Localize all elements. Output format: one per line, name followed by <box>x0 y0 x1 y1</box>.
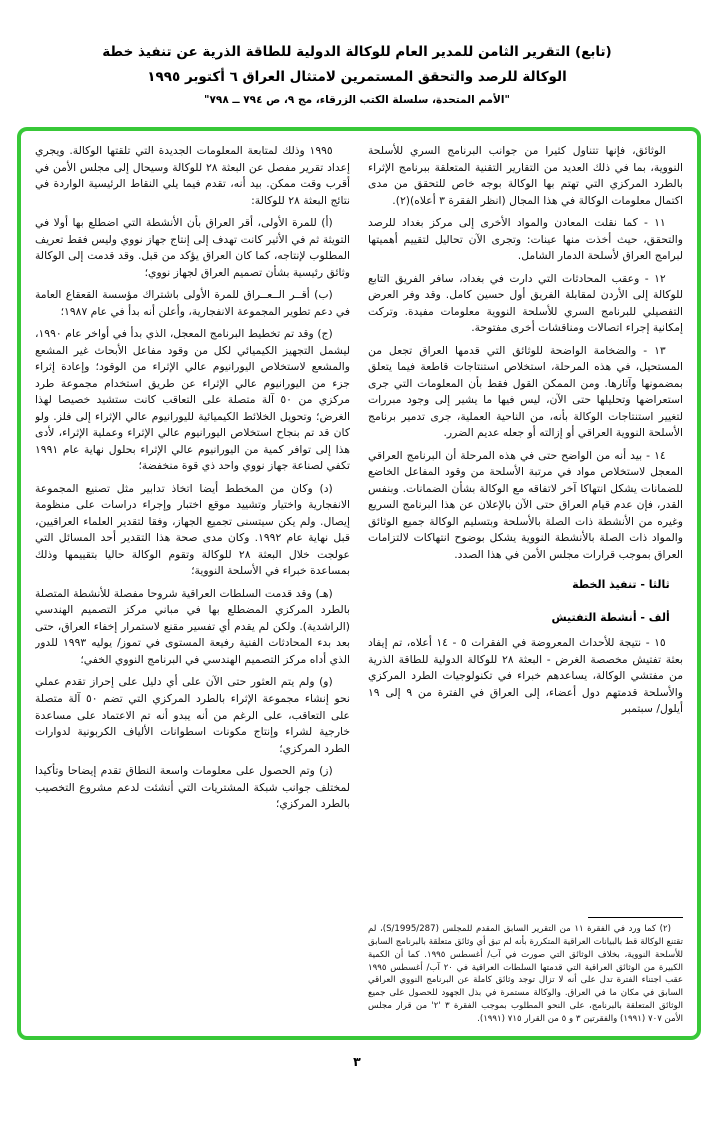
paragraph-14: ١٤ - بيد أنه من الواضح حتى في هذه المرحلة أن البرنامج العراقي المعجل لاستخلاص مواد في مرتبة الأسلحة من وقود المفاعل الخاضع للضمانات يشكل انتهاكا آخر لاتفاقه مع الوكالة بشأن الضمانات. وبنفس القدر، فإن عدم قيام العراق حتى الآن بالإعلان عن هذا البرنامج السريع وغيره من الأنشطة ذات الصلة بالأسلحة وبتسليم الوكالة جميع الوثائق والمواد ذات الصلة بالأنشطة النووية يشكل بوضوح انتهاكات لالتزامات العراق بموجب قرارات مجلس الأمن في هذا الصدد. <box>368 448 683 561</box>
section-heading-third: ثالثا - تنفيذ الخطة <box>572 578 670 592</box>
list-item-c: (ج) وقد تم تخطيط البرنامج المعجل، الذي بدأ في أواخر عام ١٩٩٠، ليشمل التجهيز الكيميائي لكل من وقود مفاعل الأبحاث غير المشعع والمشعع لاستخلاص اليورانيوم عالي الإثراء من الوقود؛ وإعادة إثراء جزء من اليورانيوم عالي الإثراء عن طريق استخدام مجموعة طرد مركزي من ٥٠ آلة متصلة على التعاقب كانت ستشيد خصيصا لهذا الغرض؛ وتحويل الخلائط الكيميائية لليورانيوم عالي الإثراء إلى فلز. ولو كان قد تم بنجاح استخلاص اليورانيوم عالي الإثراء وعملية الإثراء، لأدى هذا إلى توافر كمية من اليورانيوم عالي الإثراء بحلول نهاية عام ١٩٩١ تكفي لصناعة جهاز نووي واحد ذي قوة منخفضة؛ <box>35 327 350 473</box>
green-annotation-box <box>17 127 701 1040</box>
page-number: ٣ <box>353 1054 361 1069</box>
title-line-2: الوكالة للرصد والتحقق المستمرين لامتثال العراق ٦ أكتوبر ١٩٩٥ <box>147 68 567 85</box>
footnote-text: (٢) كما ورد في الفقرة ١١ من التقرير السابق المقدم للمجلس (S/1995/287)، لم تقتنع الوكالة قط بالبيانات العراقية المتكررة بأنه لم تبق أي وثائق متعلقة بالبرنامج السابق للأسلحة النووية، بخلاف الوثائق التي صورت في آب/ أغسطس ١٩٩٥. كما أن الكمية الكبيرة من الوثائق العراقية التي قدمتها السلطات العراقية في ٢٠ آب/ أغسطس ١٩٩٥ عقب اجتناء الفترة تدل على أنه لا تزال توجد وثائق كاملة عن البرنامج النووي العراقي السابق في مكان ما في العراق. والوكالة مستمرة في بذل الجهود للحصول على جميع الوثائق المتعلقة بالبرنامج، على النحو المطلوب بموجب الفقرة ٣ '٢' من قرار مجلس الأمن ٧٠٧ (١٩٩١) والفقرتين ٣ و ٥ من القرار ٧١٥ (١٩٩١). <box>368 923 683 1025</box>
subsection-heading-inspection-activities: ألف - أنشطة التفتيش <box>551 611 670 625</box>
left-column <box>35 143 350 1026</box>
list-item-g: (ز) وتم الحصول على معلومات واسعة النطاق تقدم إيضاحا وتأكيدا لمختلف جوانب شبكة المشتريات التي أنشئت لدعم مشروع التخصيب بالطرد المركزي؛ <box>35 764 350 811</box>
right-column <box>368 143 683 1026</box>
paragraph-13: ١٣ - والضخامة الواضحة للوثائق التي قدمها العراق تجعل من المستحيل، في هذه المرحلة، استخلاص استنتاجات قاطعة فيما يتعلق بمضمونها وآثارها. ومن الممكن القول فقط بأن المعلومات التي جرى استعراضها وتحليلها حتى الآن، ليس فيها ما يشير إلى وجود مبررات لتغيير استنتاجات الوكالة بأنه، من الناحية العملية، جرى تدمير برنامج الأسلحة النووية العراقي أو إزالته أو جعله عديم الضرر. <box>368 343 683 440</box>
list-item-b: (ب) أقــر الــعــراق للمرة الأولى باشتراك مؤسسة القعقاع العامة في دعم تطوير المجموعة الانفجارية، وأعلن أنه بدأ في عام ١٩٨٧؛ <box>35 288 350 318</box>
source-citation: "الأمم المتحدة، سلسلة الكتب الزرقاء، مج ٩، ص ٧٩٤ ــ ٧٩٨" <box>204 93 510 106</box>
title-line-1: (تابع) التقرير الثامن للمدير العام للوكالة الدولية للطاقة الذرية عن تنفيذ خطة <box>102 44 612 60</box>
list-item-e: (هـ) وقد قدمت السلطات العراقية شروحا مفصلة للأنشطة المتصلة بالطرد المركزي المضطلع بها في مباني مركز التصميم الهندسي (الراشدية). ولكن لم يقدم أي تفسير مقنع لاستمرار إخفاء العراق، حتى بعد بدء المحادثات الفنية رفيعة المستوى في تموز/ يوليه ١٩٩٣ للدور الذي أداه مركز التصميم الهندسي في البرنامج النووي الخفي؛ <box>35 586 350 666</box>
list-item-d: (د) وكان من المخطط أيضا اتخاذ تدابير مثل تصنيع المجموعة الانفجارية واختيار وتشييد موقع اختبار وإجراء دراسات على منظومة إيصال. ولم يكن سيتسنى تجميع الجهاز، وفقا لتقدير العلماء العراقيين، قبل نهاية عام ١٩٩٢. وكان مدى صحة هذا التقدير أحد المسائل التي عولجت خلال البعثة ٢٨ للوكالة وتقوم الوكالة حاليا بتقييمها وذلك بمساعدة خبراء في الأسلحة النووية؛ <box>35 481 350 578</box>
two-column-text-area <box>35 143 683 1026</box>
document-header <box>0 0 714 106</box>
paragraph-continuation-right: الوثائق، فإنها تتناول كثيرا من جوانب البرنامج السري للأسلحة النووية، بما في ذلك العديد من التقارير التقنية المتعلقة ببرنامج الإثراء بالطرد المركزي التي تهتم بها الوكالة بوجه خاص للتحقق من مدى اكتمال معلومات الوكالة في هذا المجال (انظر الفقرة ٣ أعلاه)(٢). <box>368 144 683 207</box>
list-item-a: (أ) للمرة الأولى، أقر العراق بأن الأنشطة التي اضطلع بها أولا في التويثة ثم في الأثير كانت تهدف إلى إنتاج جهاز نووي وليس فقط تعريف المطلوب لإنتاجه، كما كان العراق يؤكد من قبل. وقد قدمت إلى الوكالة وثائق رئيسية بشأن تصميم العراق لجهاز نووي؛ <box>35 216 350 279</box>
footnote-block <box>368 913 683 1026</box>
paragraph-11: ١١ - كما نقلت المعادن والمواد الأخرى إلى مركز بغداد للرصد والتحقق، حيث أخذت منها عينات: وتجرى الآن تحاليل لتقييم أهميتها لبرامج العراق لأسلحة الدمار الشامل. <box>368 216 683 263</box>
list-item-f: (و) ولم يتم العثور حتى الآن على أي دليل على إحراز تقدم عملي نحو إنشاء مجموعة الإثراء بالطرد المركزي التي تضم ٥٠ آلة متصلة على التعاقب، على الرغم من أنه يبدو أنه تم الاعتماد على مساعدة خارجية لشراء وإنتاج مكونات اسطوانات الألياف الكربونية لدوارات الطرد المركزي؛ <box>35 675 350 755</box>
paragraph-continuation-left: ١٩٩٥ وذلك لمتابعة المعلومات الجديدة التي تلقتها الوكالة. ويجري إعداد تقرير مفصل عن البعثة ٢٨ للوكالة وسيحال إلى مجلس الأمن في أقرب وقت ممكن. بيد أنه، تقدم فيما يلي النقاط الرئيسية الواردة في نتائج البعثة ٢٨ للوكالة: <box>35 144 350 207</box>
footnote-separator-line <box>588 917 683 918</box>
paragraph-12: ١٢ - وعقب المحادثات التي دارت في بغداد، سافر الفريق التابع للوكالة إلى الأردن لمقابلة الفريق أول حسين كامل. وقد وفر العرض التفصيلي للبرنامج السري للأسلحة النووية معلومات مفيدة. وتركت إمكانية إجراء اتصالات ومناقشات أخرى مفتوحة. <box>368 271 683 335</box>
paragraph-15: ١٥ - نتيجة للأحداث المعروضة في الفقرات ٥ - ١٤ أعلاه، تم إيفاد بعثة تفتيش مخصصة الغرض - البعثة ٢٨ للوكالة الدولية للطاقة الذرية من مفتشي الوكالة، يساعدهم خبراء في تكنولوجيات الطرد المركزي والأسلحة قدمتهم دول أعضاء، إلى العراق في الفترة من ٩ إلى ١٩ أيلول/ سبتمبر <box>368 636 683 716</box>
